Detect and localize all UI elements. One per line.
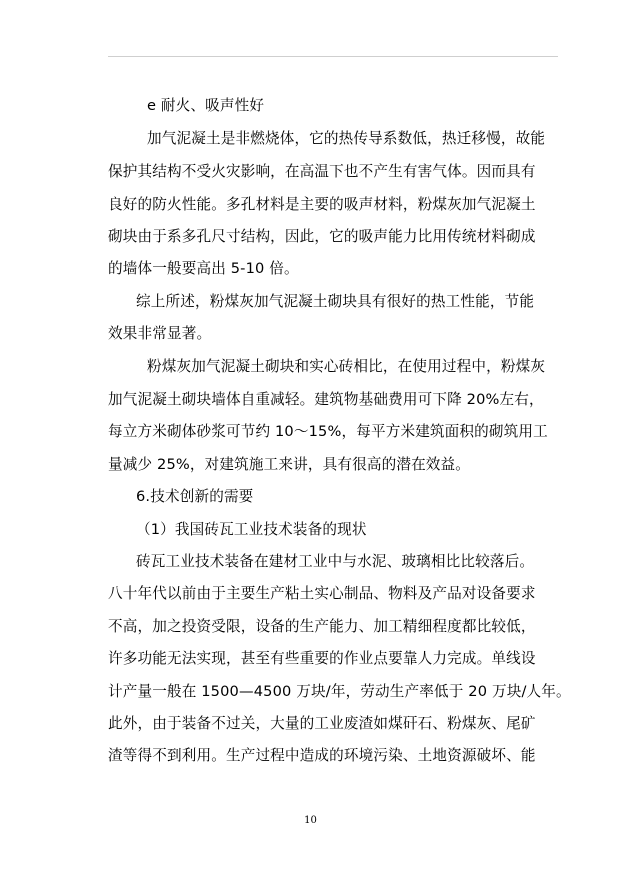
section-heading: 6.技术创新的需要 <box>136 488 254 505</box>
subsection-heading: （1）我国砖瓦工业技术装备的现状 <box>136 521 367 538</box>
paragraph-line: 粉煤灰加气泥凝土砌块和实心砖相比，在使用过程中，粉煤灰 <box>147 358 546 375</box>
paragraph-line: 八十年代以前由于主要生产粘土实心制品、物料及产品对设备要求 <box>108 585 536 602</box>
paragraph-line: 不高，加之投资受限，设备的生产能力、加工精细程度都比较低， <box>108 618 536 635</box>
paragraph-line: 许多功能无法实现，甚至有些重要的作业点要靠人力完成。单线设 <box>108 650 536 667</box>
paragraph-line: 此外，由于装备不过关，大量的工业废渣如煤矸石、粉煤灰、尾矿 <box>108 715 536 732</box>
page-number: 10 <box>304 815 317 826</box>
paragraph-line: 加气泥凝土砌块墙体自重减轻。建筑物基础费用可下降 20%左右， <box>108 391 544 408</box>
paragraph-line: 量减少 25%，对建筑施工来讲，具有很高的潜在效益。 <box>108 456 471 473</box>
paragraph-line: 良好的防火性能。多孔材料是主要的吸声材料，粉煤灰加气泥凝土 <box>108 196 536 213</box>
paragraph-line: 效果非常显著。 <box>108 325 212 342</box>
paragraph-line: 砌块由于系多孔尺寸结构，因此，它的吸声能力比用传统材料砌成 <box>108 228 536 245</box>
paragraph-line: 砖瓦工业技术装备在建材工业中与水泥、玻璃相比比较落后。 <box>136 553 535 570</box>
paragraph-line: 的墙体一般要高出 5-10 倍。 <box>108 260 299 277</box>
paragraph-line: 渣等得不到利用。生产过程中造成的环境污染、土地资源破坏、能 <box>108 747 536 764</box>
paragraph-line: 综上所述，粉煤灰加气泥凝土砌块具有很好的热工性能，节能 <box>136 293 535 310</box>
paragraph-line: 保护其结构不受火灾影响，在高温下也不产生有害气体。因而具有 <box>108 163 536 180</box>
subheading-fire-sound: e 耐火、吸声性好 <box>147 97 265 114</box>
header-rule <box>108 56 558 57</box>
paragraph-line: 加气泥凝土是非燃烧体，它的热传导系数低，热迁移慢，故能 <box>147 130 546 147</box>
paragraph-line: 计产量一般在 1500—4500 万块/年，劳动生产率低于 20 万块/人年。 <box>108 683 571 700</box>
paragraph-line: 每立方米砌体砂浆可节约 10～15%，每平方米建筑面积的砌筑用工 <box>108 423 548 440</box>
